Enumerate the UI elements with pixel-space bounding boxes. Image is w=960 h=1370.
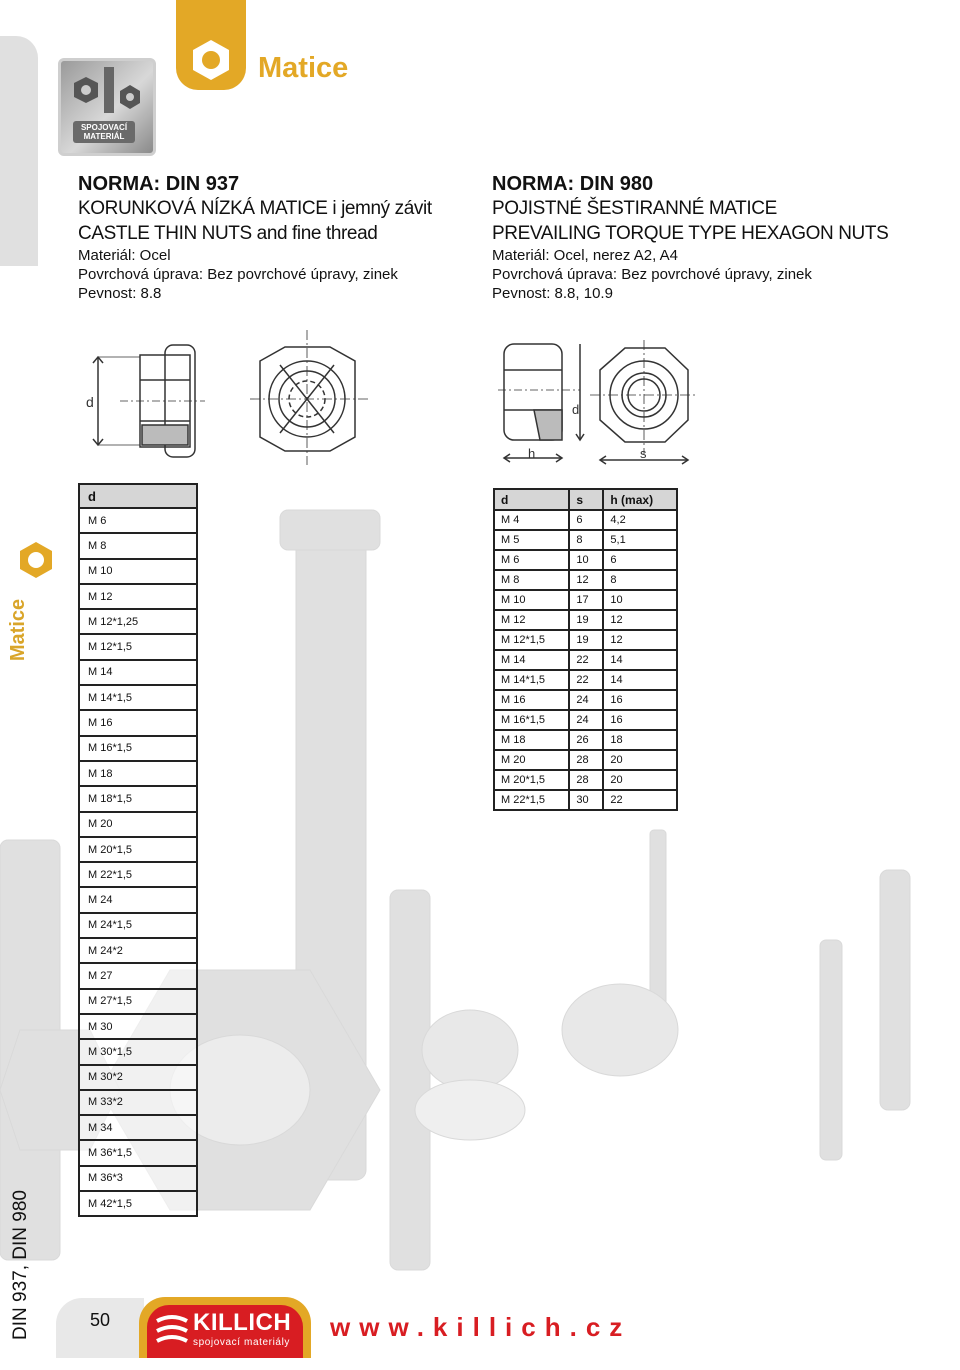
- table-cell-d: M 30*1,5: [79, 1039, 197, 1064]
- table-row: [79, 634, 197, 659]
- table-cell: M 16: [494, 690, 569, 710]
- table-cell: 10: [569, 550, 603, 570]
- norm-subtitle-en: PREVAILING TORQUE TYPE HEXAGON NUTS: [492, 223, 889, 244]
- table-row: [79, 508, 197, 533]
- table-cell-d: M 27: [79, 963, 197, 988]
- table-row: [79, 887, 197, 912]
- table-cell: 26: [569, 730, 603, 750]
- thumbnail-label: SPOJOVACÍ MATERIÁL: [73, 121, 135, 143]
- table-cell: 8: [569, 530, 603, 550]
- table-row: [79, 609, 197, 634]
- table-cell-d: M 36*3: [79, 1166, 197, 1191]
- killich-logo: [139, 1297, 311, 1358]
- table-row: [79, 559, 197, 584]
- table-cell-d: M 16: [79, 710, 197, 735]
- dimension-label-d: d: [86, 394, 94, 410]
- table-row: [79, 1166, 197, 1191]
- table-cell-d: M 18: [79, 761, 197, 786]
- hexagon-nut-icon: [189, 38, 233, 82]
- norm-subtitle-cz: KORUNKOVÁ NÍZKÁ MATICE i jemný závit: [78, 198, 432, 219]
- table-row: [79, 1039, 197, 1064]
- din-937-size-table: [78, 483, 198, 1217]
- table-cell-d: M 36*1,5: [79, 1140, 197, 1165]
- table-cell: 24: [569, 690, 603, 710]
- table-cell-d: M 6: [79, 508, 197, 533]
- norm-title: NORMA: DIN 937: [78, 173, 240, 195]
- table-cell: M 14: [494, 650, 569, 670]
- table-cell-d: M 16*1,5: [79, 736, 197, 761]
- table-row: [79, 786, 197, 811]
- table-cell: M 4: [494, 510, 569, 530]
- table-row: [79, 938, 197, 963]
- norm-strength: Pevnost: 8.8: [78, 285, 162, 302]
- header-tab: [176, 0, 246, 90]
- table-row: [494, 730, 677, 750]
- table-cell: 22: [569, 650, 603, 670]
- table-cell: 28: [569, 750, 603, 770]
- table-row: [494, 750, 677, 770]
- table-cell: M 8: [494, 570, 569, 590]
- table-row: [494, 710, 677, 730]
- table-row: [79, 660, 197, 685]
- table-cell: 10: [603, 590, 677, 610]
- table-cell: 5,1: [603, 530, 677, 550]
- table-cell: 17: [569, 590, 603, 610]
- table-cell-d: M 12: [79, 584, 197, 609]
- table-cell: 6: [569, 510, 603, 530]
- table-header-d: d: [79, 484, 197, 508]
- table-cell: 16: [603, 690, 677, 710]
- table-row: [79, 837, 197, 862]
- table-row: [79, 862, 197, 887]
- norm-material: Materiál: Ocel, nerez A2, A4: [492, 247, 678, 264]
- table-row: [79, 584, 197, 609]
- table-cell: M 22*1,5: [494, 790, 569, 810]
- table-cell-d: M 34: [79, 1115, 197, 1140]
- table-cell-d: M 14: [79, 660, 197, 685]
- side-label-norms: DIN 937, DIN 980: [10, 1190, 31, 1340]
- table-cell: M 20: [494, 750, 569, 770]
- table-header-d: d: [494, 489, 569, 510]
- table-cell: M 12: [494, 610, 569, 630]
- table-row: [79, 710, 197, 735]
- table-cell-d: M 33*2: [79, 1090, 197, 1115]
- table-row: [79, 812, 197, 837]
- page-number: 50: [56, 1298, 144, 1358]
- dimension-label-d: d: [572, 402, 580, 417]
- table-cell-d: M 42*1,5: [79, 1191, 197, 1216]
- table-cell: 12: [603, 610, 677, 630]
- table-cell: 18: [603, 730, 677, 750]
- category-thumbnail: [58, 58, 156, 156]
- table-cell: 24: [569, 710, 603, 730]
- table-cell: 19: [569, 610, 603, 630]
- table-cell: M 10: [494, 590, 569, 610]
- table-cell-d: M 14*1,5: [79, 685, 197, 710]
- table-row: [79, 963, 197, 988]
- table-cell-d: M 18*1,5: [79, 786, 197, 811]
- table-row: [79, 736, 197, 761]
- table-cell-d: M 24*1,5: [79, 913, 197, 938]
- side-tab-top: [0, 36, 38, 266]
- table-row: [79, 1065, 197, 1090]
- table-row: [79, 533, 197, 558]
- table-cell-d: M 12*1,5: [79, 634, 197, 659]
- brand-tagline: spojovací materiály: [193, 1337, 290, 1348]
- brand-name: KILLICH: [193, 1309, 292, 1336]
- table-header-h: h (max): [603, 489, 677, 510]
- table-cell: 12: [569, 570, 603, 590]
- table-cell: 4,2: [603, 510, 677, 530]
- table-row: [79, 685, 197, 710]
- table-cell: M 18: [494, 730, 569, 750]
- castle-nut-drawing: [80, 325, 380, 465]
- table-row: [79, 1115, 197, 1140]
- table-row: [494, 510, 677, 530]
- table-cell-d: M 30: [79, 1014, 197, 1039]
- page-title: Matice: [258, 52, 349, 84]
- table-cell: 22: [603, 790, 677, 810]
- table-row: [494, 530, 677, 550]
- table-cell: M 12*1,5: [494, 630, 569, 650]
- norm-strength: Pevnost: 8.8, 10.9: [492, 285, 613, 302]
- norm-surface: Povrchová úprava: Bez povrchové úpravy, zinek: [492, 266, 812, 283]
- table-row: [494, 670, 677, 690]
- table-row: [494, 570, 677, 590]
- bolt-nut-icon: [64, 63, 150, 119]
- table-cell-d: M 27*1,5: [79, 989, 197, 1014]
- table-cell-d: M 10: [79, 559, 197, 584]
- norm-material: Materiál: Ocel: [78, 247, 171, 264]
- din-980-size-table: [493, 488, 678, 811]
- table-row: [79, 1014, 197, 1039]
- table-cell: 16: [603, 710, 677, 730]
- table-cell: 28: [569, 770, 603, 790]
- norm-subtitle-en: CASTLE THIN NUTS and fine thread: [78, 223, 378, 244]
- table-row: [79, 989, 197, 1014]
- table-cell-d: M 22*1,5: [79, 862, 197, 887]
- table-cell: M 20*1,5: [494, 770, 569, 790]
- table-cell-d: M 24*2: [79, 938, 197, 963]
- table-cell: M 5: [494, 530, 569, 550]
- table-cell: 22: [569, 670, 603, 690]
- table-row: [79, 1191, 197, 1216]
- table-row: [494, 610, 677, 630]
- dimension-label-s: s: [640, 446, 647, 461]
- table-cell-d: M 30*2: [79, 1065, 197, 1090]
- table-row: [494, 550, 677, 570]
- table-row: [79, 1090, 197, 1115]
- table-cell: 12: [603, 630, 677, 650]
- table-cell: M 6: [494, 550, 569, 570]
- table-cell: 14: [603, 670, 677, 690]
- table-cell-d: M 20: [79, 812, 197, 837]
- table-cell-d: M 12*1,25: [79, 609, 197, 634]
- table-cell-d: M 20*1,5: [79, 837, 197, 862]
- table-row: [494, 630, 677, 650]
- norm-surface: Povrchová úprava: Bez povrchové úpravy, zinek: [78, 266, 398, 283]
- table-cell: 20: [603, 750, 677, 770]
- table-cell: M 16*1,5: [494, 710, 569, 730]
- table-cell: 6: [603, 550, 677, 570]
- website-link[interactable]: www.killich.cz: [330, 1312, 632, 1342]
- prevailing-torque-nut-drawing: [490, 330, 700, 470]
- table-row: [79, 1140, 197, 1165]
- side-label-section: Matice: [7, 598, 29, 662]
- table-row: [494, 650, 677, 670]
- table-cell-d: M 8: [79, 533, 197, 558]
- table-header-s: s: [569, 489, 603, 510]
- table-cell-d: M 24: [79, 887, 197, 912]
- table-row: [79, 913, 197, 938]
- table-row: [494, 790, 677, 810]
- table-cell: M 14*1,5: [494, 670, 569, 690]
- table-row: [494, 770, 677, 790]
- brand-swirl-icon: [153, 1313, 191, 1353]
- table-cell: 14: [603, 650, 677, 670]
- dimension-label-h: h: [528, 446, 536, 461]
- table-row: [494, 690, 677, 710]
- table-row: [494, 590, 677, 610]
- table-row: [79, 761, 197, 786]
- table-cell: 30: [569, 790, 603, 810]
- norm-title: NORMA: DIN 980: [492, 173, 654, 195]
- table-cell: 20: [603, 770, 677, 790]
- table-cell: 8: [603, 570, 677, 590]
- norm-din-980: [492, 172, 888, 303]
- table-cell: 19: [569, 630, 603, 650]
- norm-din-937: [78, 172, 432, 303]
- norm-subtitle-cz: POJISTNÉ ŠESTIRANNÉ MATICE: [492, 198, 777, 219]
